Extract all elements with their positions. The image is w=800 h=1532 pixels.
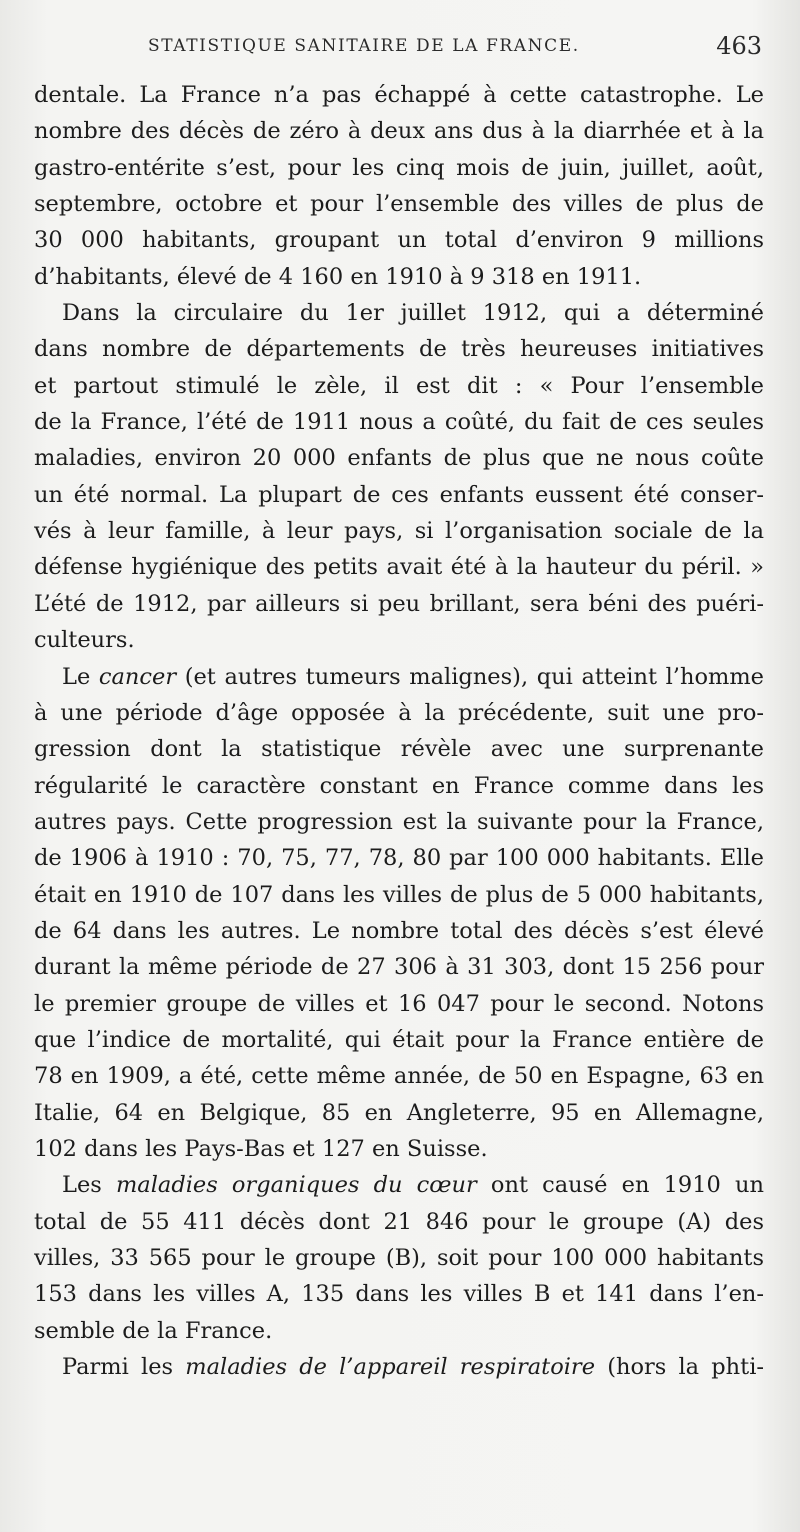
italic-term: cancer [98, 663, 177, 690]
text-line: Italie, 64 en Belgique, 85 en Angleterre, 95 en Allemagne, [34, 1099, 764, 1126]
text-line [34, 1349, 764, 1385]
text-line: dentale. La France n’a pas échappé à cette catastrophe. Le [34, 82, 764, 108]
text-line: de la France, l’été de 1911 nous a coûté, du fait de ces seules [34, 409, 764, 436]
text-line: un été normal. La plupart de ces enfants eussent été conser- [34, 481, 764, 508]
text-line: à une période d’âge opposée à la précédente, suit une pro- [34, 699, 764, 726]
text-run: ont causé en 1910 un [476, 1172, 764, 1199]
page-number: 463 [716, 32, 762, 60]
text-line: culteurs. [34, 627, 135, 654]
text-line: gression dont la statistique révèle avec une surprenante [34, 736, 764, 763]
text-line: Dans la circulaire du 1er juillet 1912, qui a déterminé [62, 300, 764, 327]
text-line: villes, 33 565 pour le groupe (B), soit pour 100 000 habitants [34, 1245, 764, 1271]
text-line: 78 en 1909, a été, cette même année, de 50 en Espagne, 63 en [34, 1063, 764, 1090]
text-line: gastro-entérite s’est, pour les cinq mois de juin, juillet, août, [34, 154, 764, 181]
text-line: de 64 dans les autres. Le nombre total des décès s’est élevé [34, 917, 764, 944]
text-line: défense hygiénique des petits avait été à la hauteur du péril. » [34, 554, 764, 581]
text-run: (hors la phti- [595, 1354, 764, 1381]
text-line: maladies, environ 20 000 enfants de plus que ne nous coûte [34, 445, 764, 472]
text-line: dans nombre de départements de très heureuses initiatives [34, 336, 764, 363]
text-line: et partout stimulé le zèle, il est dit : « Pour l’ensemble [34, 372, 764, 399]
running-title: STATISTIQUE SANITAIRE DE LA FRANCE. [148, 36, 580, 56]
text-line: que l’indice de mortalité, qui était pour la France entière de [34, 1026, 764, 1053]
text-line: de 1906 à 1910 : 70, 75, 77, 78, 80 par 100 000 habitants. Elle [34, 845, 764, 872]
text-line: était en 1910 de 107 dans les villes de plus de 5 000 habitants, [34, 881, 764, 908]
text-line: autres pays. Cette progression est la suivante pour la France, [34, 808, 764, 835]
text-line: le premier groupe de villes et 16 047 pour le second. Notons [34, 990, 764, 1017]
page-header [0, 32, 800, 66]
italic-term: maladies organiques du cœur [115, 1172, 477, 1199]
text-line: 102 dans les Pays-Bas et 127 en Suisse. [34, 1135, 488, 1162]
text-run: Les [62, 1172, 116, 1199]
text-line: vés à leur famille, à leur pays, si l’organisation sociale de la [34, 518, 764, 545]
italic-term: maladies de l’appareil respiratoire [185, 1354, 596, 1381]
text-line [34, 1167, 764, 1203]
text-line: 30 000 habitants, groupant un total d’environ 9 millions [34, 227, 764, 254]
text-line: régularité le caractère constant en France comme dans les [34, 772, 764, 799]
text-line: semble de la France. [34, 1317, 273, 1344]
text-run: Parmi les [62, 1354, 186, 1381]
text-run: (et autres tumeurs malignes), qui atteint l’homme [176, 663, 764, 690]
text-line: total de 55 411 décès dont 21 846 pour le groupe (A) des [34, 1208, 764, 1235]
text-line [34, 659, 764, 695]
text-line: nombre des décès de zéro à deux ans dus à la diarrhée et à la [34, 118, 764, 145]
text-run: Le [62, 663, 99, 690]
text-line: durant la même période de 27 306 à 31 303, dont 15 256 pour [34, 954, 764, 981]
text-line: L’été de 1912, par ailleurs si peu brillant, sera béni des puéri- [34, 590, 764, 617]
text-line: septembre, octobre et pour l’ensemble des villes de plus de [34, 191, 764, 218]
body-text [34, 77, 764, 1385]
text-line: 153 dans les villes A, 135 dans les villes B et 141 dans l’en- [34, 1281, 764, 1308]
text-line: d’habitants, élevé de 4 160 en 1910 à 9 318 en 1911. [34, 263, 642, 290]
